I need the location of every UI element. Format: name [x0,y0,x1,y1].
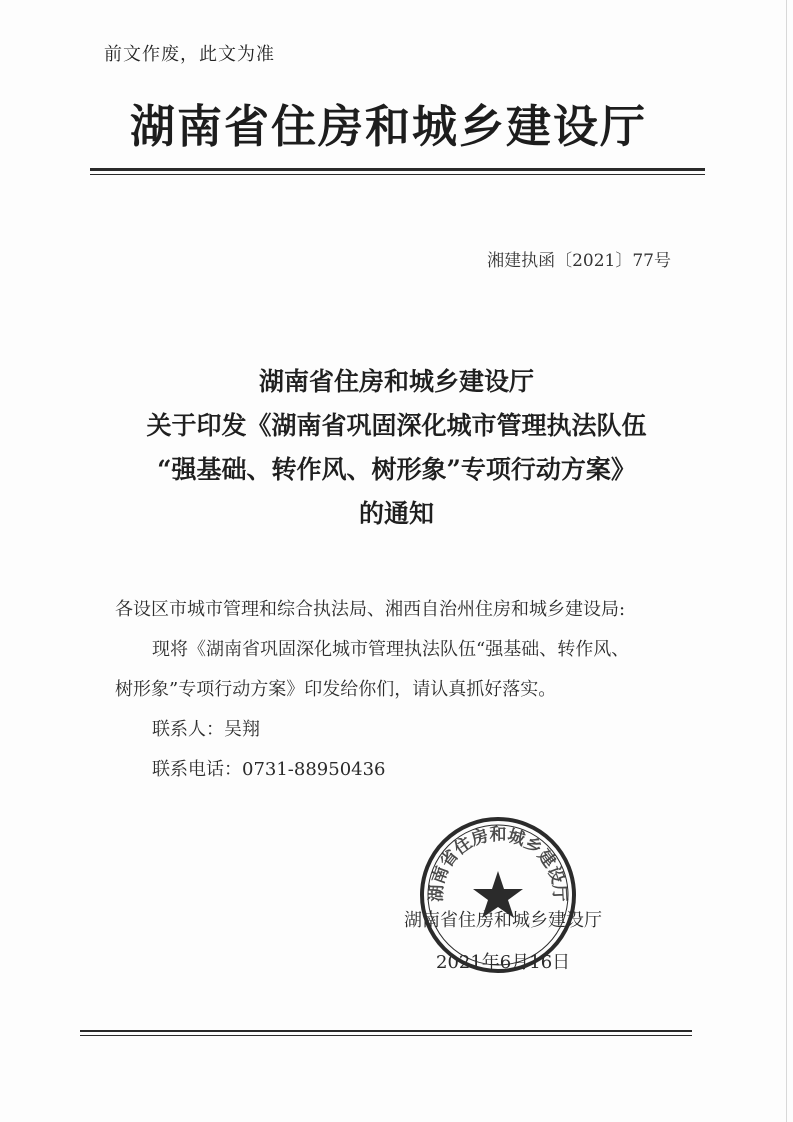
official-seal-icon [418,815,578,975]
document-title [60,360,733,536]
contact-person: 联系人：吴翔 [152,719,260,740]
title-line: 的通知 [358,499,434,528]
letterhead-title: 湖南省住房和城乡建设厅 [130,100,648,153]
title-line: 湖南省住房和城乡建设厅 [258,367,534,396]
recipients-line: 各设区市城市管理和综合执法局、湘西自治州住房和城乡建设局: [115,599,626,620]
body-paragraph-line: 现将《湖南省巩固深化城市管理执法队伍“强基础、转作风、 [152,639,630,660]
body-paragraph-line: 树形象”专项行动方案》印发给你们，请认真抓好落实。 [115,679,557,700]
scan-edge-line [786,0,787,1122]
contact-phone: 联系电话：0731-88950436 [152,759,386,780]
title-line: 关于印发《湖南省巩固深化城市管理执法队伍 [146,411,647,440]
footer-rule-thick [80,1030,692,1032]
issuer-name: 湖南省住房和城乡建设厅 [404,910,602,931]
title-line: “强基础、转作风、树形象”专项行动方案》 [157,455,636,484]
letterhead-rule-thin [90,174,705,175]
footer-rule-thin [80,1035,692,1036]
issue-date: 2021年6月16日 [436,952,571,973]
supersede-note: 前文作废，此文为准 [104,44,275,65]
document-body [115,590,685,790]
svg-text:湖南省住房和城乡建设厅: 湖南省住房和城乡建设厅 [426,825,570,903]
document-number: 湘建执函〔2021〕77号 [487,251,671,271]
letterhead-rule-thick [90,168,705,171]
